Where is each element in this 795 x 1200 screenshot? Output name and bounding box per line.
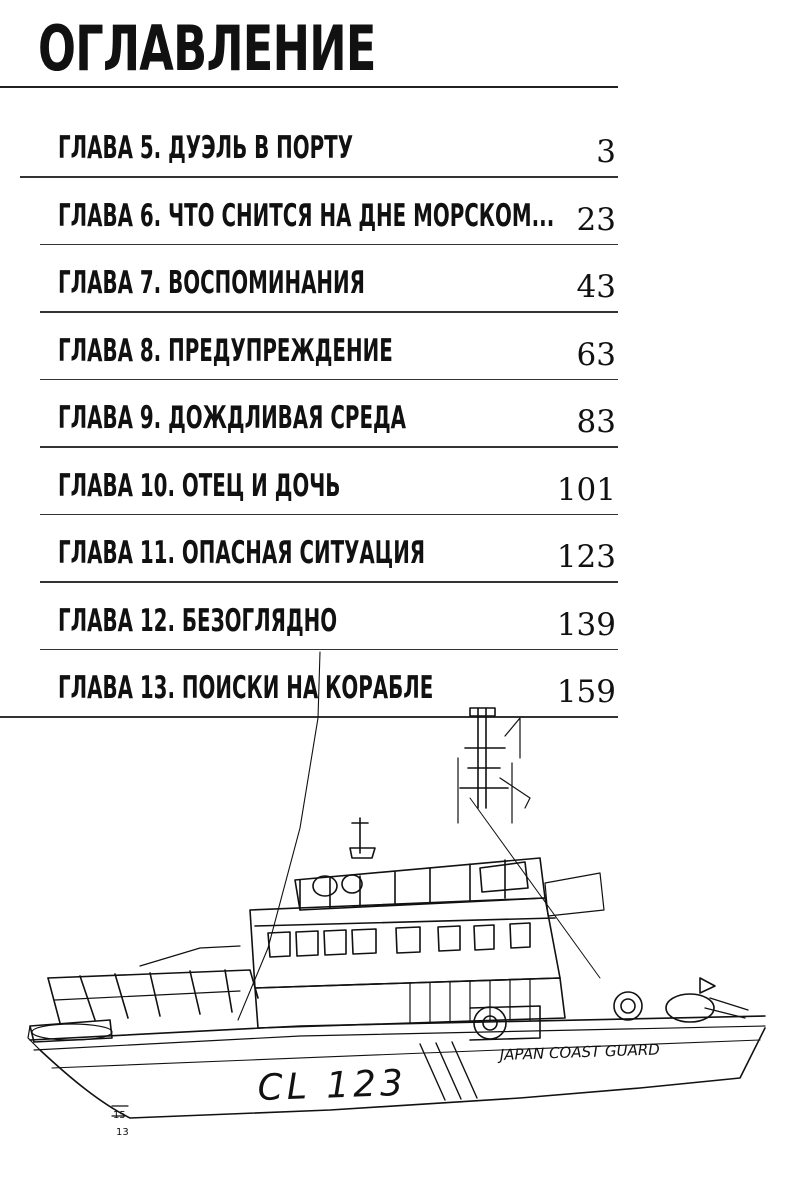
toc-entry[interactable]	[0, 245, 618, 313]
toc-entry[interactable]	[0, 448, 618, 516]
page-number: 43	[576, 269, 616, 305]
draft-mark-top: 15	[113, 1110, 126, 1121]
chapter-title: ГЛАВА 12. БЕЗОГЛЯДНО	[58, 602, 338, 639]
table-of-contents	[0, 110, 618, 718]
page-number: 123	[556, 539, 616, 575]
coast-guard-ship-illustration	[0, 648, 795, 1200]
toc-entry[interactable]	[0, 178, 618, 246]
chapter-title: ГЛАВА 9. ДОЖДЛИВАЯ СРЕДА	[58, 400, 407, 436]
chapter-title: ГЛАВА 8. ПРЕДУПРЕЖДЕНИЕ	[58, 332, 393, 369]
chapter-title: ГЛАВА 6. ЧТО СНИТСЯ НА ДНЕ МОРСКОМ...	[58, 197, 555, 234]
page-number: 23	[576, 201, 616, 238]
chapter-title: ГЛАВА 11. ОПАСНАЯ СИТУАЦИЯ	[58, 535, 426, 571]
chapter-title: ГЛАВА 13. ПОИСКИ НА КОРАБЛЕ	[58, 670, 434, 706]
page-number: 3	[596, 134, 616, 170]
toc-entry[interactable]	[0, 110, 618, 178]
hull-number: CL 123	[256, 1062, 408, 1109]
toc-entry[interactable]	[0, 313, 618, 381]
chapter-title: ГЛАВА 7. ВОСПОМИНАНИЯ	[58, 265, 365, 301]
title-divider	[0, 86, 618, 88]
page-title: ОГЛАВЛЕНИЕ	[38, 12, 376, 85]
page-number: 63	[576, 336, 616, 373]
page-number: 159	[556, 674, 616, 710]
hull-name: JAPAN COAST GUARD	[499, 1040, 661, 1064]
page-number: 139	[556, 606, 616, 643]
toc-entry[interactable]	[0, 380, 618, 448]
chapter-title: ГЛАВА 10. ОТЕЦ И ДОЧЬ	[58, 467, 341, 504]
toc-entry[interactable]	[0, 583, 618, 651]
draft-mark-bottom: 13	[116, 1127, 129, 1138]
chapter-title: ГЛАВА 5. ДУЭЛЬ В ПОРТУ	[58, 130, 354, 166]
page-number: 83	[576, 404, 616, 440]
page-number: 101	[556, 471, 616, 508]
toc-entry[interactable]	[0, 515, 618, 583]
